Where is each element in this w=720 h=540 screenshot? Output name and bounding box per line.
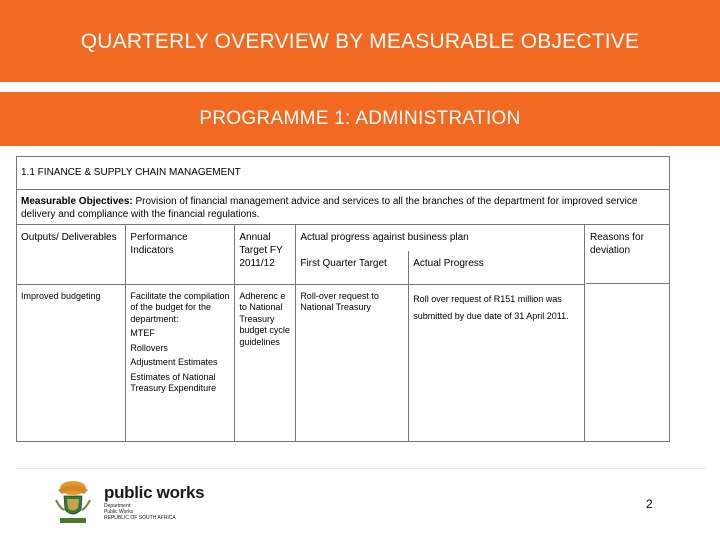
objectives-label: Measurable Objectives: — [21, 196, 133, 207]
header-indicators: Performance Indicators — [126, 225, 235, 284]
cell-indicators — [126, 284, 235, 441]
header-first-quarter: First Quarter Target — [296, 251, 409, 284]
progress-table — [17, 225, 585, 441]
brand-block — [104, 483, 204, 521]
reasons-column — [586, 225, 669, 441]
brand-dept-name: Public Works — [104, 509, 134, 515]
objectives-text — [17, 190, 669, 221]
header-target: Annual Target FY 2011/12 — [235, 225, 296, 284]
footer-divider — [16, 468, 706, 469]
header-outputs: Outputs/ Deliverables — [17, 225, 126, 284]
overview-table — [16, 156, 670, 442]
brand-name: public works — [104, 483, 205, 502]
brand-dept: Department: — [104, 503, 132, 509]
header-actual-progress: Actual Progress — [409, 251, 585, 284]
page-title: QUARTERLY OVERVIEW BY MEASURABLE OBJECTIVE — [80, 30, 640, 53]
cell-target: Adherenc e to National Treasury budget cycle guidelines — [235, 284, 296, 441]
cell-first-quarter: Roll-over request to National Treasury — [296, 284, 409, 441]
indicator-item: Rollovers — [130, 342, 168, 353]
page-number: 2 — [646, 497, 653, 511]
objectives-row — [17, 190, 669, 225]
programme-title: PROGRAMME 1: ADMINISTRATION — [199, 108, 521, 129]
section-heading-row — [17, 157, 669, 190]
indicator-item: Adjustment Estimates — [130, 357, 218, 367]
cell-actual-progress: Roll over request of R151 million was submitted by due date of 31 April 2011. — [409, 284, 585, 441]
cell-output: Improved budgeting — [17, 284, 126, 441]
objectives-description: Provision of financial management advice and services to all the branches of the department for improved service delivery and compliance with the financial regulations. — [21, 196, 638, 220]
header-progress: Actual progress against business plan — [296, 225, 585, 251]
indicator-item: Estimates of National Treasury Expenditure — [130, 371, 217, 393]
section-heading: 1.1 FINANCE & SUPPLY CHAIN MANAGEMENT — [21, 167, 241, 178]
programme-banner — [0, 92, 720, 146]
indicator-item: MTEF — [130, 328, 155, 338]
brand-country: REPUBLIC OF SOUTH AFRICA — [104, 515, 176, 521]
indicator-item: Facilitate the compilation of the budget for the department: — [130, 290, 230, 324]
header-reasons: Reasons for deviation — [586, 225, 669, 284]
coat-of-arms-icon — [50, 478, 96, 526]
title-banner — [0, 0, 720, 82]
